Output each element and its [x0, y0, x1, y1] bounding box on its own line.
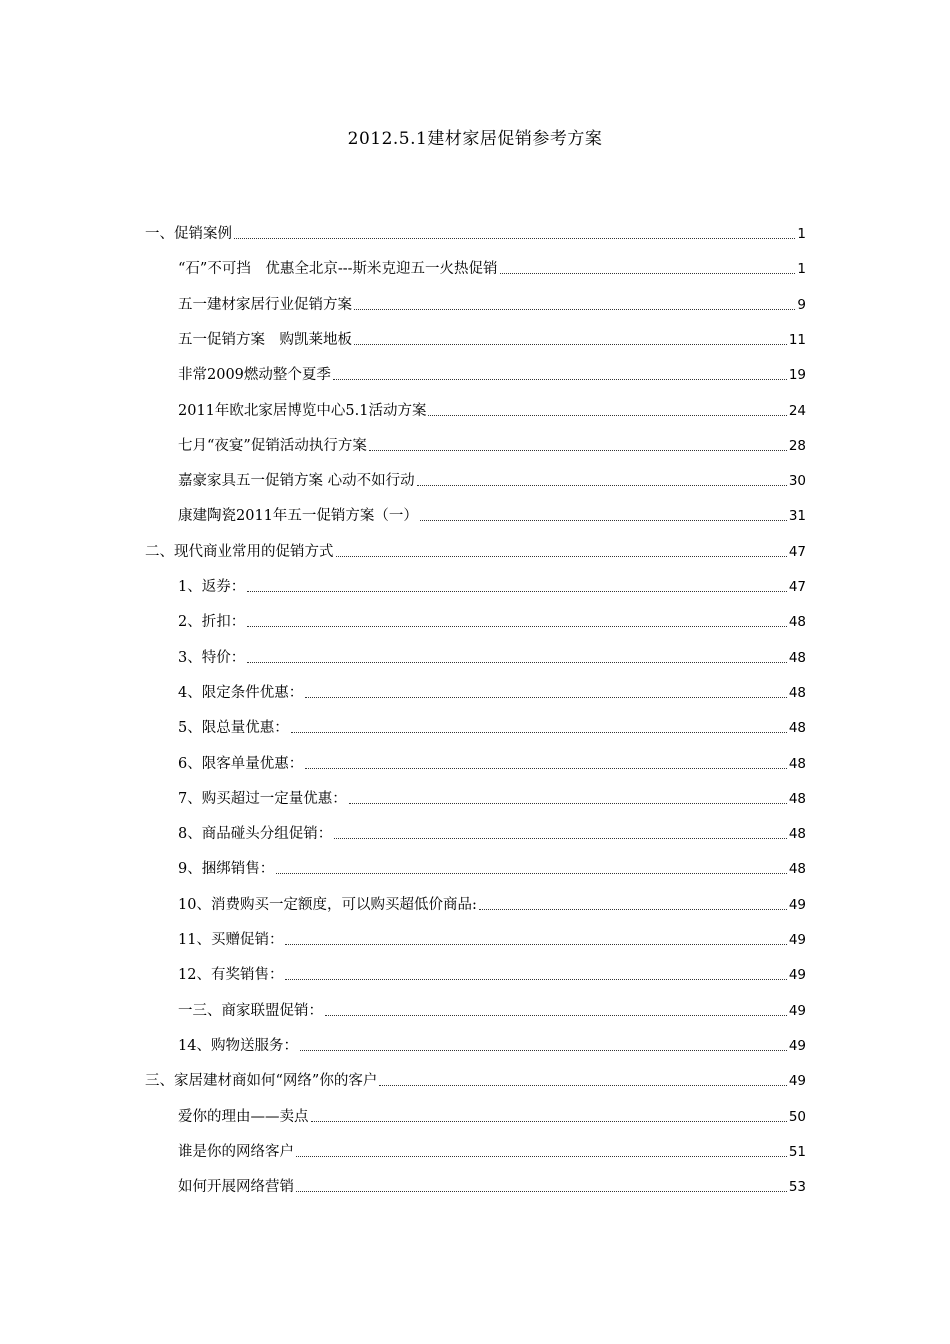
toc-dot-leader [296, 1155, 787, 1157]
toc-subsection-entry[interactable] [178, 853, 806, 879]
toc-dot-leader [349, 802, 787, 804]
toc-dot-leader [334, 837, 787, 839]
toc-subsection-entry[interactable] [178, 430, 806, 456]
toc-page-number: 30 [788, 473, 806, 490]
toc-page-number: 49 [788, 896, 806, 913]
toc-subsection-entry[interactable] [178, 677, 806, 703]
toc-dot-leader [234, 237, 795, 239]
toc-dot-leader [305, 767, 787, 769]
toc-dot-leader [500, 272, 796, 274]
toc-page-number: 11 [788, 331, 806, 348]
toc-subsection-entry[interactable] [178, 500, 806, 526]
toc-entry-title[interactable]: 一、促销案例 [145, 226, 232, 242]
toc-entry-title[interactable]: 4、限定条件优惠： [178, 684, 304, 701]
toc-entry-title[interactable]: 8、商品碰头分组促销： [178, 826, 333, 843]
toc-page-number: 28 [788, 437, 806, 454]
toc-page-number: 49 [788, 967, 806, 984]
toc-entry-title[interactable]: 11、买赠促销： [178, 932, 284, 948]
toc-page-number: 48 [788, 649, 806, 666]
toc-entry-title[interactable]: 五一促销方案 购凯莱地板 [178, 331, 352, 348]
toc-entry-title[interactable]: 非常2009燃动整个夏季 [178, 367, 331, 384]
toc-subsection-entry[interactable] [178, 712, 806, 738]
toc-page-number: 49 [788, 932, 806, 948]
document-title: 2012.5.1建材家居促销参考方案 [347, 129, 603, 149]
toc-dot-leader [305, 696, 787, 698]
toc-subsection-entry[interactable] [178, 748, 806, 774]
toc-page-number: 48 [788, 614, 806, 631]
toc-subsection-entry[interactable] [178, 1030, 806, 1056]
toc-page-number: 1 [797, 261, 806, 278]
toc-entry-title[interactable]: 五一建材家居行业促销方案 [178, 296, 352, 313]
toc-dot-leader [285, 978, 786, 980]
toc-section-entry[interactable] [145, 1065, 806, 1091]
toc-dot-leader [354, 343, 787, 345]
toc-page-number: 9 [797, 296, 806, 313]
toc-entry-title[interactable]: 3、特价： [178, 649, 246, 666]
toc-entry-title[interactable]: 三、家居建材商如何“网络”你的客户 [145, 1073, 378, 1090]
toc-subsection-entry[interactable] [178, 465, 806, 491]
toc-section-entry[interactable] [145, 536, 806, 562]
toc-subsection-entry[interactable] [178, 289, 806, 315]
toc-dot-leader [296, 1190, 787, 1192]
toc-dot-leader [291, 731, 787, 733]
toc-entry-title[interactable]: 如何开展网络营销 [178, 1179, 294, 1196]
toc-subsection-entry[interactable] [178, 324, 806, 350]
toc-entry-title[interactable]: 嘉豪家具五一促销方案 心动不如行动 [178, 473, 415, 490]
toc-entry-title[interactable]: 5、限总量优惠： [178, 720, 289, 737]
toc-dot-leader [276, 872, 787, 874]
toc-page-number: 48 [788, 684, 806, 701]
toc-dot-leader [325, 1014, 787, 1016]
toc-entry-title[interactable]: 2011年欧北家居博览中心5.1活动方案 [178, 402, 427, 419]
toc-dot-leader [428, 414, 786, 416]
toc-subsection-entry[interactable] [178, 1136, 806, 1162]
toc-dot-leader [247, 625, 787, 627]
toc-subsection-entry[interactable] [178, 395, 806, 421]
toc-subsection-entry[interactable] [178, 1101, 806, 1127]
toc-dot-leader [285, 943, 786, 945]
toc-entry-title[interactable]: 七月“夜宴”促销活动执行方案 [178, 437, 367, 454]
toc-dot-leader [417, 484, 787, 486]
toc-entry-title[interactable]: 7、购买超过一定量优惠： [178, 790, 347, 807]
toc-entry-title[interactable]: 二、现代商业常用的促销方式 [145, 543, 334, 560]
toc-subsection-entry[interactable] [178, 889, 806, 915]
toc-entry-title[interactable]: 9、捆绑销售： [178, 861, 275, 878]
toc-dot-leader [369, 449, 787, 451]
toc-page-number: 24 [788, 402, 806, 419]
toc-dot-leader [336, 555, 787, 557]
toc-subsection-entry[interactable] [178, 924, 806, 950]
toc-entry-title[interactable]: 12、有奖销售： [178, 967, 284, 984]
toc-page-number: 48 [788, 826, 806, 843]
toc-subsection-entry[interactable] [178, 1171, 806, 1197]
toc-entry-title[interactable]: 14、购物送服务： [178, 1037, 298, 1054]
toc-dot-leader [311, 1120, 787, 1122]
toc-dot-leader [247, 590, 787, 592]
toc-entry-title[interactable]: 1、返券： [178, 579, 246, 595]
toc-subsection-entry[interactable] [178, 959, 806, 985]
toc-subsection-entry[interactable] [178, 606, 806, 632]
toc-page-number: 49 [788, 1002, 806, 1019]
toc-dot-leader [420, 519, 787, 521]
toc-dot-leader [300, 1049, 787, 1051]
toc-dot-leader [247, 661, 787, 663]
toc-page-number: 31 [788, 508, 806, 525]
toc-subsection-entry[interactable] [178, 818, 806, 844]
toc-subsection-entry[interactable] [178, 783, 806, 809]
toc-subsection-entry[interactable] [178, 995, 806, 1021]
toc-page-number: 53 [788, 1179, 806, 1196]
toc-page-number: 48 [788, 755, 806, 772]
toc-entry-title[interactable]: 10、消费购买一定额度，可以购买超低价商品: [178, 896, 477, 913]
toc-dot-leader [354, 308, 795, 310]
toc-page-number: 48 [788, 861, 806, 878]
toc-page-number: 19 [788, 367, 806, 384]
toc-subsection-entry[interactable] [178, 359, 806, 385]
toc-page-number: 47 [788, 579, 806, 595]
toc-page-number: 49 [788, 1073, 806, 1090]
toc-page-number: 50 [788, 1108, 806, 1125]
toc-dot-leader [479, 908, 787, 910]
toc-entry-title[interactable]: 6、限客单量优惠： [178, 755, 304, 772]
toc-page-number: 51 [788, 1143, 806, 1160]
toc-entry-title[interactable]: 一三、商家联盟促销： [178, 1002, 323, 1019]
toc-page-number: 49 [788, 1037, 806, 1054]
toc-page-number: 1 [797, 226, 806, 242]
toc-entry-title[interactable]: 爱你的理由——卖点 [178, 1108, 309, 1125]
toc-entry-title[interactable]: 康建陶瓷2011年五一促销方案（一） [178, 508, 418, 525]
toc-page-number: 48 [788, 720, 806, 737]
toc-entry-title[interactable]: 谁是你的网络客户 [178, 1143, 294, 1160]
toc-page-number: 47 [788, 543, 806, 560]
toc-subsection-entry[interactable] [178, 253, 806, 279]
toc-dot-leader [333, 378, 787, 380]
toc-page-number: 48 [788, 790, 806, 807]
toc-dot-leader [379, 1084, 786, 1086]
toc-section-entry[interactable] [145, 218, 806, 244]
toc-subsection-entry[interactable] [178, 642, 806, 668]
toc-subsection-entry[interactable] [178, 571, 806, 597]
toc-entry-title[interactable]: “石”不可挡 优惠全北京---斯米克迎五一火热促销 [178, 261, 498, 278]
toc-entry-title[interactable]: 2、折扣： [178, 614, 246, 631]
